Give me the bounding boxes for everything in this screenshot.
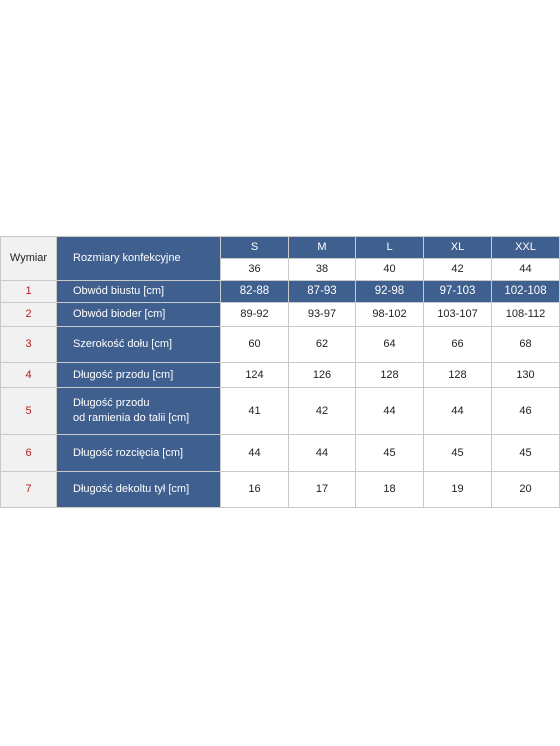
row-number: 2: [1, 303, 57, 327]
size-code: XL: [424, 237, 492, 259]
size-number: 36: [221, 259, 289, 281]
table-cell: 17: [289, 472, 356, 508]
row-label-line: Długość dekoltu tył [cm]: [73, 483, 190, 495]
row-label-line: Obwód bioder [cm]: [73, 308, 166, 320]
row-number: 7: [1, 472, 57, 508]
size-number: 42: [424, 259, 492, 281]
table-cell: 66: [424, 327, 492, 363]
row-label: [57, 388, 221, 435]
table-cell: 19: [424, 472, 492, 508]
size-number: 44: [492, 259, 560, 281]
table-cell: 130: [492, 363, 560, 388]
row-number: 5: [1, 388, 57, 435]
row-label: [57, 435, 221, 472]
table-cell: 98-102: [356, 303, 424, 327]
table-cell: 128: [356, 363, 424, 388]
table-cell: 41: [221, 388, 289, 435]
row-number: 4: [1, 363, 57, 388]
table-cell: 103-107: [424, 303, 492, 327]
row-number: 6: [1, 435, 57, 472]
table-row: [1, 435, 560, 472]
table-cell: 128: [424, 363, 492, 388]
row-label-line: Długość przodu [cm]: [73, 368, 174, 381]
table-row: [1, 327, 560, 363]
table-cell: 87-93: [289, 281, 356, 303]
row-number: 3: [1, 327, 57, 363]
table-cell: 16: [221, 472, 289, 508]
size-number: 38: [289, 259, 356, 281]
table-cell: 62: [289, 327, 356, 363]
header-label: Rozmiary konfekcyjne: [57, 237, 221, 281]
table-cell: 126: [289, 363, 356, 388]
row-label: [57, 281, 221, 303]
row-label-line: Długość rozcięcia [cm]: [73, 446, 184, 459]
row-label-line: Długość przodu: [73, 397, 150, 409]
table-row: [1, 303, 560, 327]
table-cell: 102-108: [492, 281, 560, 303]
table-cell: 44: [289, 435, 356, 472]
table-cell: 46: [492, 388, 560, 435]
table-cell: 89-92: [221, 303, 289, 327]
row-number: 1: [1, 281, 57, 303]
table-cell: 124: [221, 363, 289, 388]
row-label-line: Obwód biustu [cm]: [73, 285, 165, 297]
table-cell: 45: [492, 435, 560, 472]
row-label-line: od ramienia do talii [cm]: [73, 412, 190, 424]
table-cell: 42: [289, 388, 356, 435]
table-cell: 18: [356, 472, 424, 508]
table-cell: 45: [356, 435, 424, 472]
table-cell: 68: [492, 327, 560, 363]
row-label: [57, 303, 221, 327]
table-cell: 64: [356, 327, 424, 363]
corner-label: Wymiar: [1, 237, 57, 281]
size-number: 40: [356, 259, 424, 281]
table-row: [1, 363, 560, 388]
row-label: [57, 327, 221, 363]
table-row: [1, 281, 560, 303]
table-cell: 108-112: [492, 303, 560, 327]
size-code: L: [356, 237, 424, 259]
table-cell: 92-98: [356, 281, 424, 303]
table-cell: 60: [221, 327, 289, 363]
size-code: S: [221, 237, 289, 259]
row-label: [57, 472, 221, 508]
size-code: XXL: [492, 237, 560, 259]
table-cell: 44: [424, 388, 492, 435]
size-chart-table: [0, 236, 560, 508]
size-code: M: [289, 237, 356, 259]
size-code-row: [1, 237, 560, 259]
table-cell: 93-97: [289, 303, 356, 327]
table-row: [1, 472, 560, 508]
table-cell: 45: [424, 435, 492, 472]
table-row: [1, 388, 560, 435]
table-cell: 44: [221, 435, 289, 472]
table-cell: 20: [492, 472, 560, 508]
row-label: [57, 363, 221, 388]
table-cell: 97-103: [424, 281, 492, 303]
row-label-line: Szerokość dołu [cm]: [73, 338, 173, 350]
table-cell: 44: [356, 388, 424, 435]
table-cell: 82-88: [221, 281, 289, 303]
